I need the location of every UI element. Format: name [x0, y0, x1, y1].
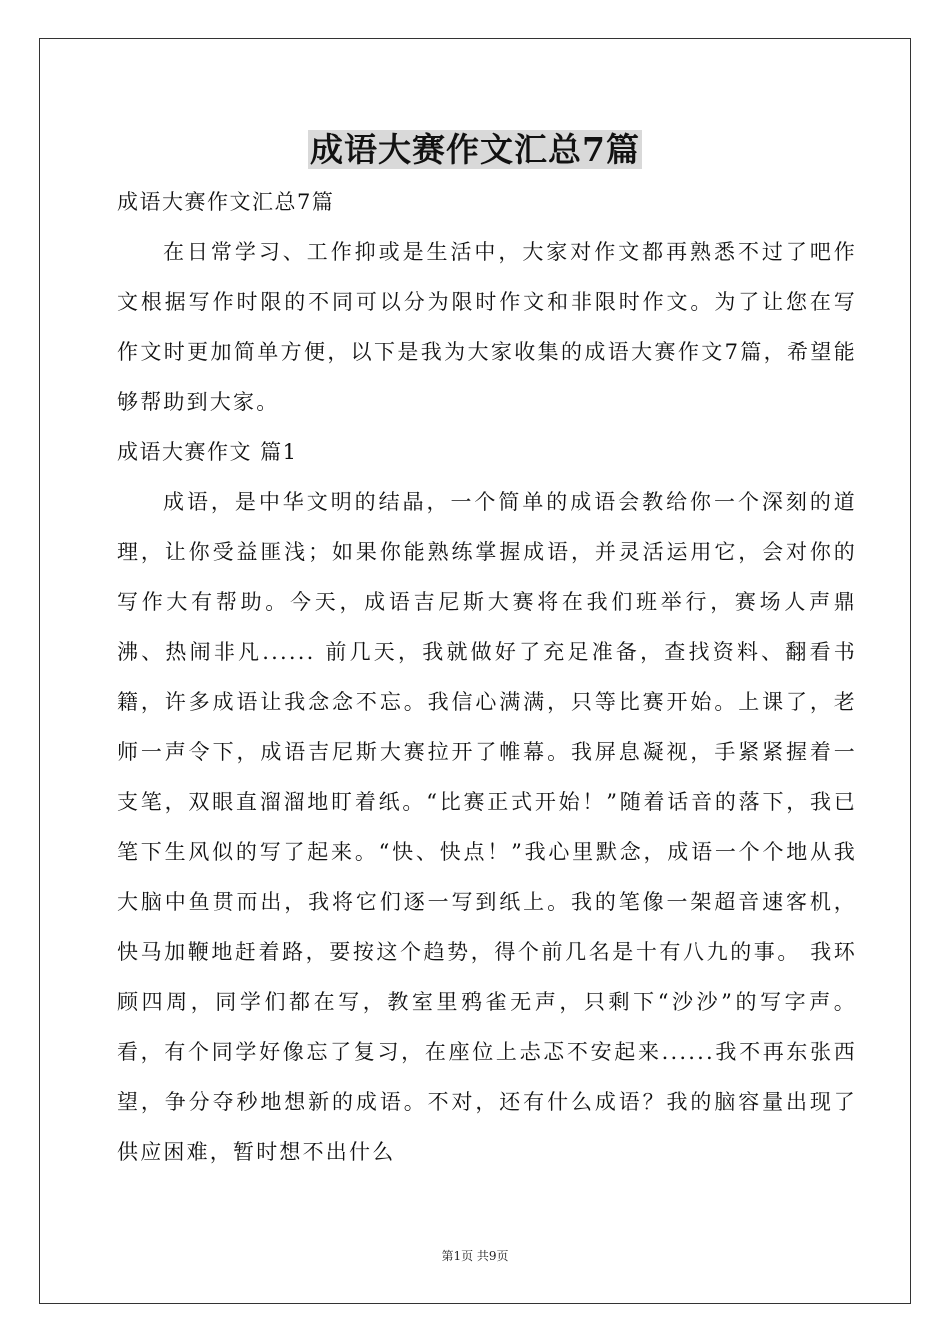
document-title [0, 128, 950, 172]
document-subtitle: 成语大赛作文汇总7篇 [117, 190, 335, 214]
intro-paragraph: 在日常学习、工作抑或是生活中，大家对作文都再熟悉不过了吧作文根据写作时限的不同可以分为限时作文和非限时作文。为了让您在写作文时更加简单方便，以下是我为大家收集的成语大赛作文7篇，希望能够帮助到大家。 [117, 240, 857, 414]
document-title-text: 成语大赛作文汇总7篇 [310, 130, 640, 169]
page-number: 第1页 共9页 [441, 1249, 509, 1263]
section-paragraph: 成语，是中华文明的结晶，一个简单的成语会教给你一个深刻的道理，让你受益匪浅；如果你能熟练掌握成语，并灵活运用它，会对你的写作大有帮助。今天，成语吉尼斯大赛将在我们班举行，赛场人声鼎沸、热闹非凡...... 前几天，我就做好了充足准备，查找资料、翻看书籍，许多成语让我念念不忘。我信心满满，只等比赛开始。上课了，老师一声令下，成语吉尼斯大赛拉开了帷幕。我屏息凝视，手紧紧握着一支笔，双眼直溜溜地盯着纸。“比赛正式开始！”随着话音的落下，我已笔下生风似的写了起来。“快、快点！”我心里默念，成语一个个地从我大脑中鱼贯而出，我将它们逐一写到纸上。我的笔像一架超音速客机，快马加鞭地赶着路，要按这个趋势，得个前几名是十有八九的事。 我环顾四周，同学们都在写，教室里鸦雀无声，只剩下“沙沙”的写字声。看，有个同学好像忘了复习，在座位上忐忑不安起来......我不再东张西望，争分夺秒地想新的成语。不对，还有什么成语？我的脑容量出现了供应困难，暂时想不出什么 [117, 490, 857, 1164]
page-footer [0, 1248, 950, 1264]
section-heading: 成语大赛作文 篇1 [117, 440, 298, 464]
document-body [117, 177, 857, 1177]
